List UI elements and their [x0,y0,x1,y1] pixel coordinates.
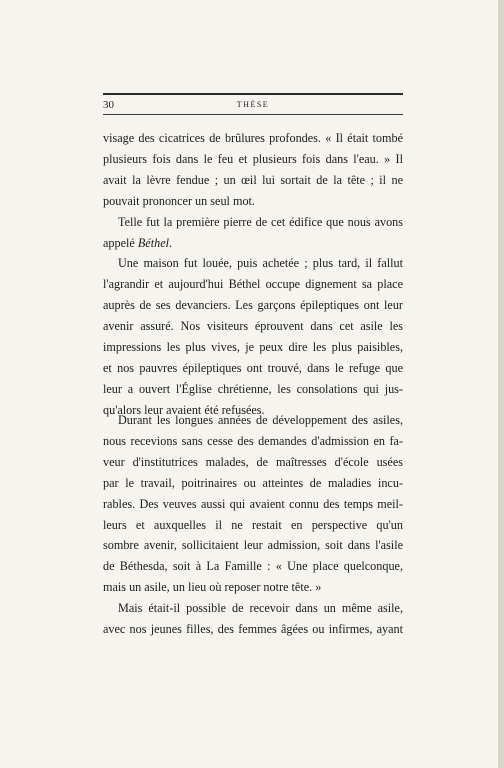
text-line: avec nos jeunes filles, des femmes âgées ou infirmes, ayant [103,622,403,637]
text-line: de Béthesda, soit à La Famille : « Une place quelconque, [103,559,403,574]
page-number: 30 [103,99,114,111]
text-block-upper [103,128,403,421]
text-fragment: . [169,235,173,250]
text-line: Durant les longues années de développement des asiles, [118,413,403,427]
text-line: visage des cicatrices de brûlures profondes. « Il était tombé [103,131,403,145]
text-line: et nos pauvres épileptiques ont trouvé, dans le refuge que [103,360,403,375]
running-header [103,93,403,115]
text-line: qu'alors leur avaient été refusées. [103,402,265,417]
running-title: THÈSE [236,100,270,109]
text-line: Mais était-il possible de recevoir dans un même asile, [118,601,403,616]
text-block-lower [103,410,403,640]
text-line: auprès de ses devanciers. Les garçons épileptiques ont leur [103,298,403,313]
text-line: plusieurs fois dans le feu et plusieurs fois dans l'eau. » Il [103,151,403,166]
text-line: veur d'institutrices malades, de maîtresses d'école usées [103,454,403,469]
text-fragment: appelé [103,235,138,250]
text-line: nous recevions sans cesse des demandes d'admission en fa- [103,433,403,448]
text-line: pouvait prononcer un seul mot. [103,193,255,208]
text-line: sombre avenir, sollicitaient leur admission, soit dans l'asile [103,538,403,553]
text-line: l'agrandir et aujourd'hui Béthel occupe dignement sa place [103,277,403,292]
text-line-with-italic [103,233,403,254]
text-line: leur a ouvert l'Église chrétienne, les consolations qui jus- [103,381,403,396]
text-line: impressions les plus vives, je peux dire les plus paisibles, [103,340,403,355]
text-line: avait la lèvre fendue ; un œil lui sortait de la tête ; il ne [103,172,403,187]
text-line: rables. Des veuves aussi qui avaient connu des temps meil- [103,496,403,511]
text-line: Telle fut la première pierre de cet édifice que nous avons [118,214,403,229]
text-line: leurs et auxquelles il ne restait en perspective qu'un [103,517,403,532]
text-line: mais un asile, un lieu où reposer notre tête. » [103,580,322,595]
italic-name-bethel: Béthel [137,235,169,250]
text-line: avenir assuré. Nos visiteurs éprouvent dans cet asile les [103,319,403,334]
text-line: Une maison fut louée, puis achetée ; plus tard, il fallut [118,256,403,271]
text-line: par le travail, poitrinaires ou atteintes de maladies incu- [103,475,403,490]
